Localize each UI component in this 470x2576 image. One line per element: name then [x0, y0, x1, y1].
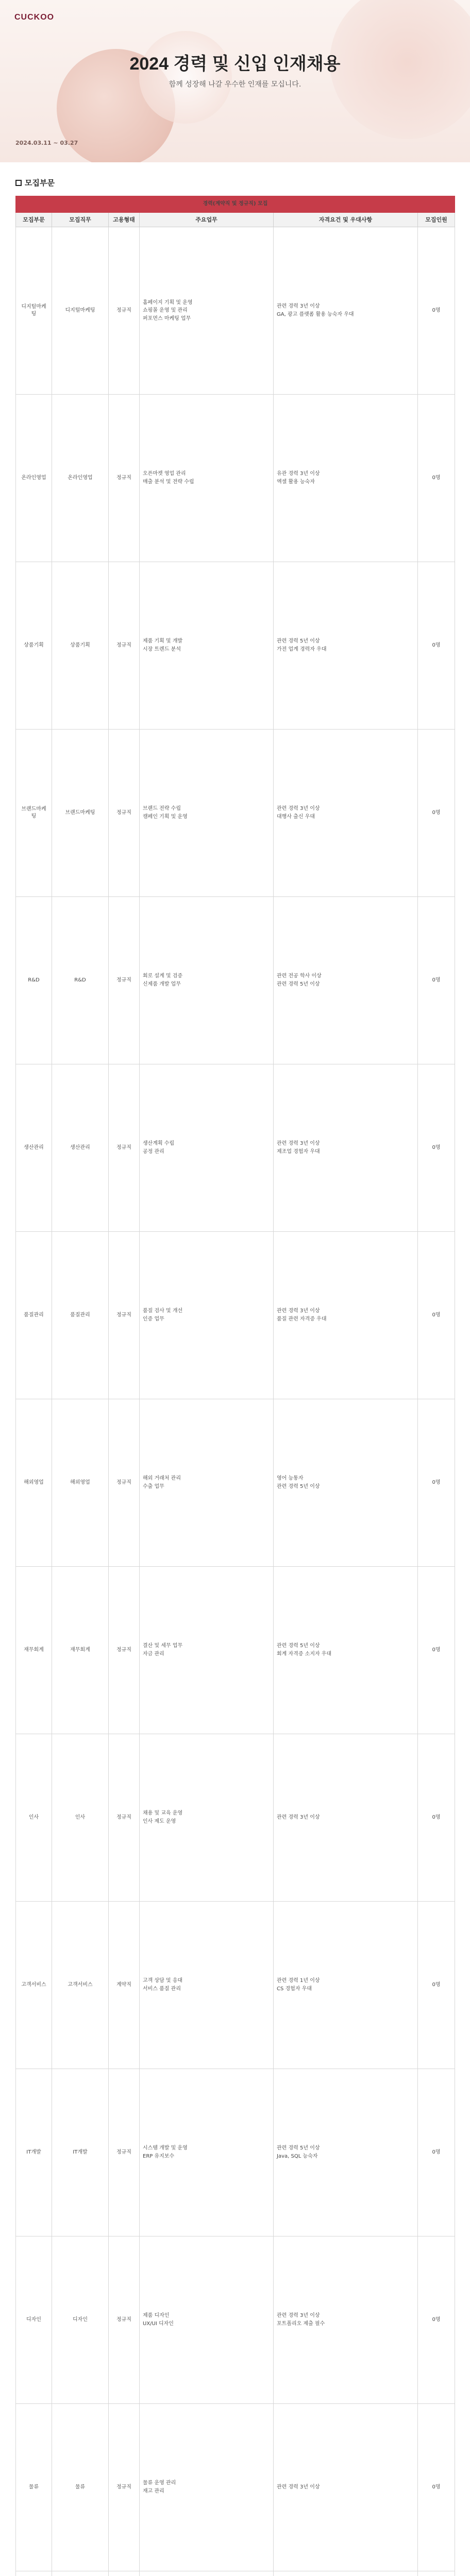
- table-header-cell: 모집인원: [418, 212, 455, 227]
- duty-item: 퍼포먼스 마케팅 업무: [143, 315, 191, 321]
- table-row: [16, 1734, 455, 1902]
- requirement-item: 제조업 경험자 우대: [277, 1148, 320, 1155]
- row-dept: 품질관리: [16, 1232, 52, 1399]
- requirement-item: CS 경험자 우대: [277, 1986, 312, 1992]
- requirement-item: GA, 광고 플랫폼 활용 능숙자 우대: [277, 311, 354, 317]
- hero-decoration: [139, 31, 232, 124]
- duty-item: 수출 업무: [143, 1483, 164, 1489]
- requirement-item: 가전 업계 경력자 우대: [277, 646, 327, 652]
- requirement-item: 관련 경력 1년 이상: [277, 1978, 320, 1984]
- row-requirements: [274, 2404, 418, 2571]
- row-duties: [140, 897, 274, 1064]
- duty-item: 고객 상담 및 응대: [143, 1978, 183, 1984]
- row-requirements: [274, 562, 418, 730]
- duty-item: 물류 운영 관리: [143, 2480, 176, 2486]
- row-dept: 디지털마케팅: [16, 227, 52, 395]
- duty-item: 제품 기획 및 개발: [143, 638, 183, 645]
- table-row: [16, 2236, 455, 2404]
- requirement-item: 관련 경력 3년 이상: [277, 1815, 320, 1821]
- row-count: 0명: [418, 1064, 455, 1232]
- duty-item: 인사 제도 운영: [143, 1818, 176, 1824]
- requirement-item: 관련 경력 5년 이상: [277, 981, 320, 987]
- row-role: 해외영업: [52, 1399, 109, 1567]
- row-dept: R&D: [16, 897, 52, 1064]
- hero-banner: [0, 0, 470, 162]
- row-employment-type: 정규직: [109, 2069, 140, 2236]
- requirement-item: 관련 경력 5년 이상: [277, 1643, 320, 1649]
- duty-item: 자금 관리: [143, 1651, 164, 1657]
- table-header: [16, 212, 455, 227]
- row-requirements: [274, 897, 418, 1064]
- row-requirements: [274, 2069, 418, 2236]
- row-requirements: [274, 730, 418, 897]
- row-duties: [140, 1399, 274, 1567]
- row-role: 디지털마케팅: [52, 227, 109, 395]
- duty-item: 제품 디자인: [143, 2313, 170, 2319]
- row-requirements: [274, 2236, 418, 2404]
- row-employment-type: 정규직: [109, 562, 140, 730]
- row-dept: 고객서비스: [16, 1902, 52, 2069]
- row-duties: [140, 2404, 274, 2571]
- table-row: [16, 2069, 455, 2236]
- row-employment-type: 정규직: [109, 2404, 140, 2571]
- career-table-body: [16, 227, 455, 2576]
- row-count: 0명: [418, 1567, 455, 1734]
- duty-item: 브랜드 전략 수립: [143, 806, 181, 812]
- table-row: [16, 1567, 455, 1734]
- table-row: [16, 1232, 455, 1399]
- row-count: 0명: [418, 562, 455, 730]
- row-dept: 재무회계: [16, 1567, 52, 1734]
- row-role: 물류: [52, 2404, 109, 2571]
- row-count: 0명: [418, 2404, 455, 2571]
- row-count: 0명: [418, 2236, 455, 2404]
- row-count: 0명: [418, 1399, 455, 1567]
- requirement-item: 품질 관련 자격증 우대: [277, 1316, 327, 1322]
- row-employment-type: 정규직: [109, 1232, 140, 1399]
- row-employment-type: 정규직: [109, 1399, 140, 1567]
- row-count: 0명: [418, 1734, 455, 1902]
- requirement-item: 회계 자격증 소지자 우대: [277, 1651, 332, 1657]
- row-duties: [140, 1064, 274, 1232]
- brand-logo: CUCKOO: [14, 13, 55, 22]
- row-requirements: [274, 1064, 418, 1232]
- requirement-item: 관련 경력 3년 이상: [277, 2484, 320, 2490]
- row-duties: [140, 730, 274, 897]
- row-duties: [140, 2069, 274, 2236]
- row-employment-type: 정규직: [109, 1064, 140, 1232]
- table-row: [16, 1064, 455, 1232]
- table-row: [16, 562, 455, 730]
- section-title-recruit: [15, 178, 55, 189]
- row-requirements: [274, 2571, 418, 2576]
- requirement-item: 관련 경력 3년 이상: [277, 1308, 320, 1314]
- duty-item: 해외 거래처 관리: [143, 1476, 181, 1482]
- hero-period: 2024.03.11 ~ 03.27: [15, 140, 78, 146]
- hero-title: 2024 경력 및 신입 인재채용: [129, 54, 341, 74]
- duty-item: 생산계획 수립: [143, 1141, 175, 1147]
- row-requirements: [274, 227, 418, 395]
- row-count: 0명: [418, 2069, 455, 2236]
- row-role: 온라인영업: [52, 395, 109, 562]
- table-row: [16, 227, 455, 395]
- table-row: [16, 1902, 455, 2069]
- row-count: 0명: [418, 1232, 455, 1399]
- row-role: 재무회계: [52, 1567, 109, 1734]
- duty-item: 채용 및 교육 운영: [143, 1810, 183, 1817]
- table-header-cell: 자격요건 및 우대사항: [274, 212, 418, 227]
- row-role: 품질관리: [52, 1232, 109, 1399]
- row-duties: [140, 2571, 274, 2576]
- requirement-item: 관련 전공 학사 이상: [277, 973, 322, 979]
- row-employment-type: 정규직: [109, 395, 140, 562]
- requirement-item: 엑셀 활용 능숙자: [277, 479, 315, 485]
- table-row: [16, 2404, 455, 2571]
- row-employment-type: 정규직: [109, 2236, 140, 2404]
- section-label: 모집부문: [25, 178, 55, 188]
- row-role: 인사: [52, 1734, 109, 1902]
- row-employment-type: 정규직: [109, 1567, 140, 1734]
- row-employment-type: 정규직: [109, 1734, 140, 1902]
- requirement-item: 관련 경력 5년 이상: [277, 638, 320, 645]
- row-requirements: [274, 1902, 418, 2069]
- duty-item: 재고 관리: [143, 2488, 164, 2494]
- table-header-cell: 주요업무: [140, 212, 274, 227]
- requirement-item: 영어 능통자: [277, 1476, 304, 1482]
- row-count: [418, 2571, 455, 2576]
- row-role: [52, 2571, 109, 2576]
- duty-item: 캠페인 기획 및 운영: [143, 814, 188, 820]
- row-requirements: [274, 1232, 418, 1399]
- duty-item: 시장 트렌드 분석: [143, 646, 181, 652]
- row-employment-type: 정규직: [109, 897, 140, 1064]
- requirement-item: 유관 경력 3년 이상: [277, 471, 320, 477]
- row-employment-type: [109, 2571, 140, 2576]
- row-dept: 온라인영업: [16, 395, 52, 562]
- row-role: 생산관리: [52, 1064, 109, 1232]
- table-row: [16, 730, 455, 897]
- row-dept: [16, 2571, 52, 2576]
- duty-item: UX/UI 디자인: [143, 2320, 174, 2327]
- duty-item: 매출 분석 및 전략 수립: [143, 479, 194, 485]
- duty-item: 쇼핑몰 운영 및 관리: [143, 308, 188, 314]
- requirement-item: 관련 경력 5년 이상: [277, 1483, 320, 1489]
- table-row: [16, 2571, 455, 2576]
- career-band: 경력(계약직 및 정규직) 모집: [16, 196, 455, 213]
- row-role: 고객서비스: [52, 1902, 109, 2069]
- table-header-cell: 모집부문: [16, 212, 52, 227]
- duty-item: 홈페이지 기획 및 운영: [143, 299, 193, 306]
- row-role: 디자인: [52, 2236, 109, 2404]
- duty-item: 결산 및 세무 업무: [143, 1643, 183, 1649]
- row-dept: 해외영업: [16, 1399, 52, 1567]
- row-duties: [140, 2236, 274, 2404]
- requirement-item: 관련 경력 3년 이상: [277, 303, 320, 310]
- row-requirements: [274, 1734, 418, 1902]
- table-header-cell: 고용형태: [109, 212, 140, 227]
- duty-item: ERP 유지보수: [143, 2153, 175, 2159]
- duty-item: 시스템 개발 및 운영: [143, 2145, 188, 2151]
- row-dept: 생산관리: [16, 1064, 52, 1232]
- duty-item: 오픈마켓 영업 관리: [143, 471, 186, 477]
- row-role: 브랜드마케팅: [52, 730, 109, 897]
- row-count: 0명: [418, 1902, 455, 2069]
- row-employment-type: 정규직: [109, 227, 140, 395]
- table-header-cell: 모집직무: [52, 212, 109, 227]
- career-table: [15, 196, 455, 2576]
- row-requirements: [274, 395, 418, 562]
- row-duties: [140, 1567, 274, 1734]
- row-duties: [140, 1232, 274, 1399]
- duty-item: 신제품 개발 업무: [143, 981, 181, 987]
- duty-item: 품질 검사 및 개선: [143, 1308, 183, 1314]
- row-role: R&D: [52, 897, 109, 1064]
- requirement-item: 포트폴리오 제출 필수: [277, 2320, 325, 2327]
- hero-subtitle: 함께 성장해 나갈 우수한 인재를 모십니다.: [169, 80, 301, 89]
- row-count: 0명: [418, 227, 455, 395]
- requirement-item: 관련 경력 5년 이상: [277, 2145, 320, 2151]
- row-role: IT개발: [52, 2069, 109, 2236]
- row-employment-type: 정규직: [109, 730, 140, 897]
- table-row: [16, 395, 455, 562]
- row-count: 0명: [418, 897, 455, 1064]
- duty-item: 인증 업무: [143, 1316, 164, 1322]
- requirement-item: Java, SQL 능숙자: [277, 2153, 318, 2159]
- row-duties: [140, 227, 274, 395]
- row-dept: 물류: [16, 2404, 52, 2571]
- section-marker-icon: [15, 180, 22, 186]
- row-duties: [140, 1902, 274, 2069]
- row-dept: 디자인: [16, 2236, 52, 2404]
- row-count: 0명: [418, 395, 455, 562]
- row-requirements: [274, 1399, 418, 1567]
- table-row: [16, 897, 455, 1064]
- row-employment-type: 계약직: [109, 1902, 140, 2069]
- duty-item: 공정 관리: [143, 1148, 164, 1155]
- requirement-item: 관련 경력 3년 이상: [277, 2313, 320, 2319]
- row-dept: IT개발: [16, 2069, 52, 2236]
- row-dept: 브랜드마케팅: [16, 730, 52, 897]
- requirement-item: 관련 경력 3년 이상: [277, 1141, 320, 1147]
- row-role: 상품기획: [52, 562, 109, 730]
- row-dept: 상품기획: [16, 562, 52, 730]
- row-duties: [140, 395, 274, 562]
- requirement-item: 대행사 출신 우대: [277, 814, 315, 820]
- duty-item: 회로 설계 및 검증: [143, 973, 183, 979]
- row-count: 0명: [418, 730, 455, 897]
- table-row: [16, 1399, 455, 1567]
- row-requirements: [274, 1567, 418, 1734]
- row-dept: 인사: [16, 1734, 52, 1902]
- requirement-item: 관련 경력 3년 이상: [277, 806, 320, 812]
- duty-item: 서비스 품질 관리: [143, 1986, 181, 1992]
- row-duties: [140, 562, 274, 730]
- row-duties: [140, 1734, 274, 1902]
